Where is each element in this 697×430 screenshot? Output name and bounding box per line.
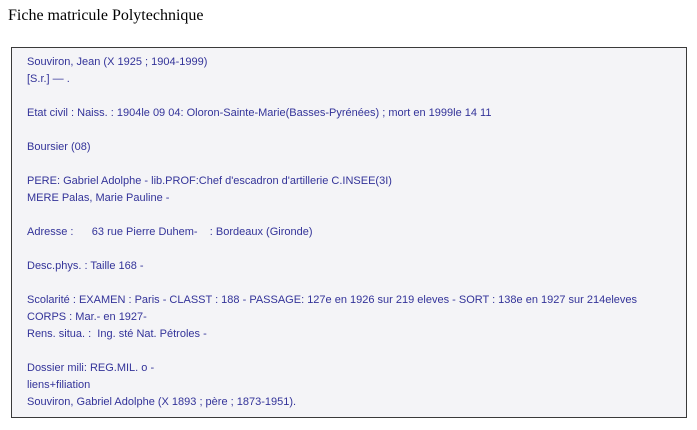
fiche-line-blank: [27, 241, 671, 258]
fiche-line-blank: [27, 122, 671, 139]
fiche-line-etat-civil: Etat civil : Naiss. : 1904le 09 04: Oloron-Sainte-Marie(Basses-Pyrénées) ; mort en 1999le 14 11: [27, 107, 492, 119]
fiche-line-blank: [27, 207, 671, 224]
fiche-line-blank: [27, 88, 671, 105]
fiche-line-name: Souviron, Jean (X 1925 ; 1904-1999): [27, 56, 208, 68]
fiche-line-boursier: Boursier (08): [27, 141, 91, 153]
fiche-line-pere: PERE: Gabriel Adolphe - lib.PROF:Chef d'escadron d'artillerie C.INSEE(3I): [27, 175, 392, 187]
fiche-line-adresse: Adresse : 63 rue Pierre Duhem- : Bordeaux (Gironde): [27, 226, 313, 238]
fiche-line-blank: [27, 275, 671, 292]
fiche-line-filiation-pere: Souviron, Gabriel Adolphe (X 1893 ; père ; 1873-1951).: [27, 396, 297, 408]
fiche-line-blank: [27, 343, 671, 360]
fiche-line-blank: [27, 156, 671, 173]
fiche-line-mere: MERE Palas, Marie Pauline -: [27, 192, 170, 204]
fiche-line-scolarite: Scolarité : EXAMEN : Paris - CLASST : 188 - PASSAGE: 127e en 1926 sur 219 eleves - SORT : 138e en 1927 sur 214eleves CORPS : Mar.- en 1927-: [27, 294, 641, 323]
fiche-line-liens-filiation: liens+filiation: [27, 379, 91, 391]
fiche-record-box: [11, 47, 687, 418]
fiche-line-desc-phys: Desc.phys. : Taille 168 -: [27, 260, 144, 272]
fiche-line-rens-situa: Rens. situa. : Ing. sté Nat. Pétroles -: [27, 328, 207, 340]
fiche-line-sr: [S.r.] — .: [27, 73, 70, 85]
page-title: Fiche matricule Polytechnique: [8, 7, 204, 24]
fiche-line-dossier-mili: Dossier mili: REG.MIL. o -: [27, 362, 155, 374]
